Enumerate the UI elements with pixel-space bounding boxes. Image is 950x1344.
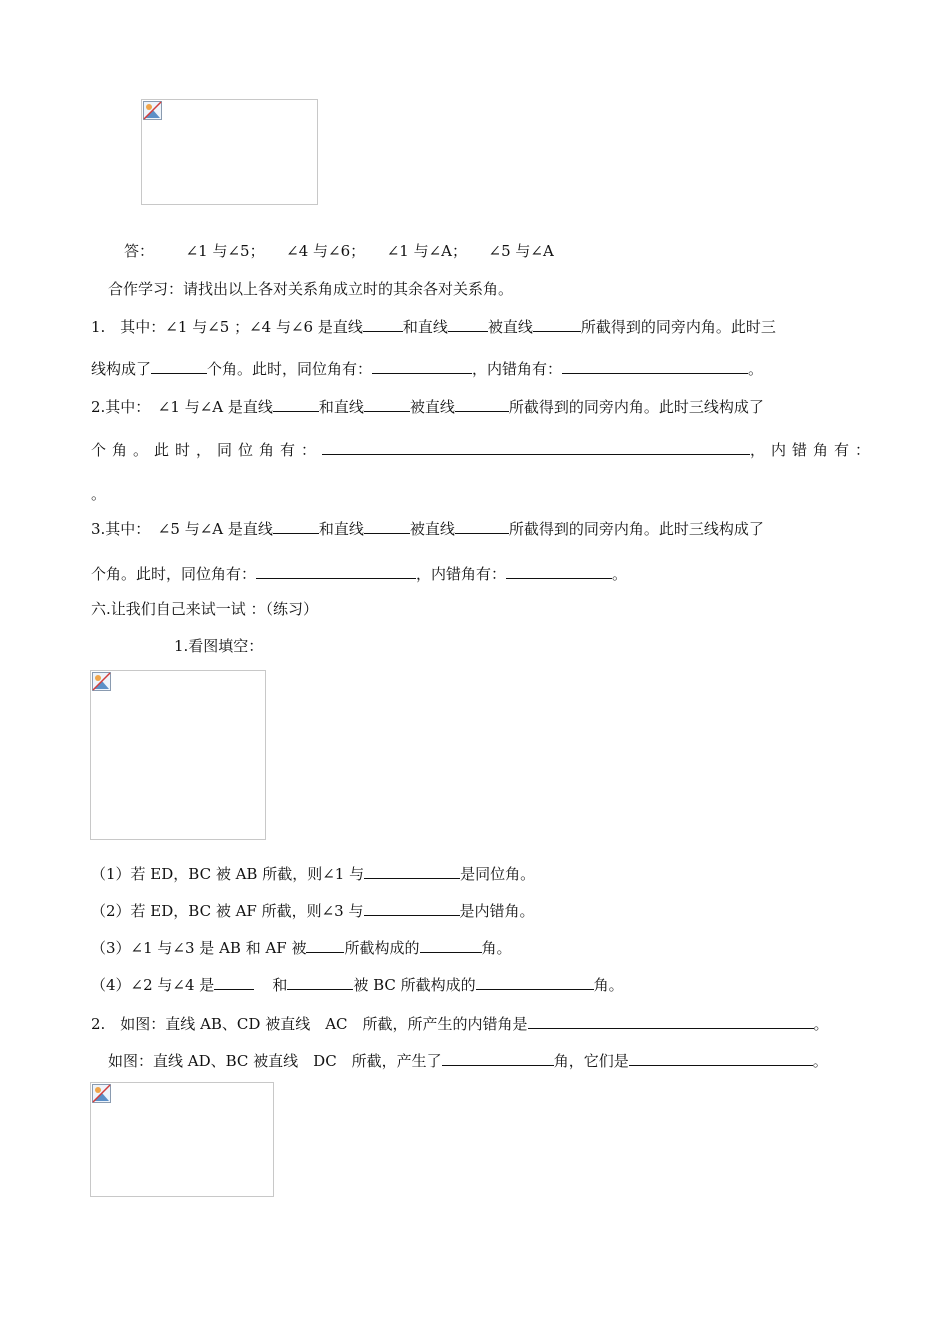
answer-blank[interactable] [533,316,581,332]
answer-prefix: 答： [124,242,155,260]
answer-blank[interactable] [455,518,509,534]
q2-line3: 。 [91,485,107,503]
q2-line1 [91,396,764,417]
answer-blank[interactable] [306,937,344,953]
answer-pair: ∠1 与∠A； [386,242,467,260]
figure-1 [141,99,318,205]
practice-text: 角。 [593,976,624,994]
q3-line1 [91,518,764,539]
q1-text: 被直线 [487,318,533,336]
practice-text: 是内错角。 [459,902,535,920]
answer-blank[interactable] [364,863,460,879]
practice-text: 和 [272,976,288,994]
q1-text: 1. 其中：∠1 与∠5 ；∠4 与∠6 是直线 [91,318,363,336]
practice-text: 角。 [481,939,512,957]
q1-text: ，内错角有： [472,360,563,378]
practice-text: （1）若 ED，BC 被 AB 所截，则∠1 与 [91,865,365,883]
exercise-text: 如图：直线 AD、BC 被直线 DC 所截，产生了 [108,1052,442,1070]
answer-pair: ∠5 与∠A [488,242,554,260]
q3-line2 [91,563,627,584]
practice-4 [91,974,624,995]
answer-blank[interactable] [151,358,207,374]
practice-text: （2）若 ED，BC 被 AF 所截，则∠3 与 [91,902,364,920]
answer-blank[interactable] [442,1050,554,1066]
answer-pair: ∠1 与∠5； [185,242,265,260]
q1-text: 。 [748,360,764,378]
answer-blank[interactable] [364,900,460,916]
q2-text: 和直线 [318,398,364,416]
answer-pair: ∠4 与∠6； [286,242,366,260]
coop-instruction: 合作学习：请找出以上各对关系角成立时的其余各对关系角。 [108,280,514,298]
q1-text: 个角。此时，同位角有： [207,360,373,378]
q3-text: 3.其中： ∠5 与∠A 是直线 [91,520,273,538]
exercise-2 [91,1013,829,1034]
answer-blank[interactable] [506,563,612,579]
exercise-text: 2. 如图：直线 AB、CD 被直线 AC 所截，所产生的内错角是 [91,1015,528,1033]
broken-image-icon [143,101,162,120]
answer-blank[interactable] [273,396,319,412]
answer-blank[interactable] [364,396,410,412]
answer-blank[interactable] [629,1050,813,1066]
practice-1 [91,863,535,884]
answer-blank[interactable] [363,316,403,332]
practice-text: 是同位角。 [460,865,536,883]
exercise-text: 。 [813,1015,829,1033]
exercise-text: 。 [812,1052,828,1070]
figure-2 [90,670,266,840]
q3-text: 。 [612,565,628,583]
q3-text: 和直线 [318,520,364,538]
q3-text: 所截得到的同旁内角。此时三线构成了 [508,520,764,538]
practice-text: 所截构成的 [344,939,420,957]
section-six-heading: 六.让我们自己来试一试 ：（练习） [91,600,319,618]
exercise-2b [108,1050,828,1071]
q1-line2 [91,358,763,379]
answer-blank[interactable] [455,396,509,412]
q2-text: 个角。此时，同位角有： [91,441,323,459]
q2-text: 2.其中： ∠1 与∠A 是直线 [91,398,273,416]
q3-text: ，内错角有： [416,565,507,583]
practice-3 [91,937,512,958]
figure-3 [90,1082,274,1197]
look-and-fill-heading: 1.看图填空： [174,637,264,655]
answer-blank[interactable] [372,358,472,374]
practice-text: 被 BC 所截构成的 [353,976,476,994]
answer-blank[interactable] [448,316,488,332]
q1-text: 和直线 [402,318,448,336]
q1-text: 所截得到的同旁内角。此时三 [580,318,776,336]
practice-text: （3）∠1 与∠3 是 AB 和 AF 被 [91,939,307,957]
q2-text: 所截得到的同旁内角。此时三线构成了 [508,398,764,416]
answer-blank[interactable] [273,518,319,534]
broken-image-icon [92,672,111,691]
answer-blank[interactable] [420,937,482,953]
answer-blank[interactable] [476,974,594,990]
q2-text: 被直线 [409,398,455,416]
q2-text: ，内错角有： [750,441,877,459]
q3-text: 个角。此时，同位角有： [91,565,257,583]
practice-2 [91,900,535,921]
exercise-text: 角，它们是 [553,1052,629,1070]
answer-blank[interactable] [256,563,416,579]
answer-blank[interactable] [287,974,353,990]
answer-blank[interactable] [214,974,254,990]
answer-line [124,241,554,261]
q1-line1 [91,316,776,337]
answer-blank[interactable] [562,358,748,374]
q1-text: 线构成了 [91,360,152,378]
answer-blank[interactable] [364,518,410,534]
practice-text: （4）∠2 与∠4 是 [91,976,215,994]
answer-blank[interactable] [322,439,750,455]
q3-text: 被直线 [409,520,455,538]
broken-image-icon [92,1084,111,1103]
answer-blank[interactable] [528,1013,814,1029]
q2-line2 [91,439,876,460]
